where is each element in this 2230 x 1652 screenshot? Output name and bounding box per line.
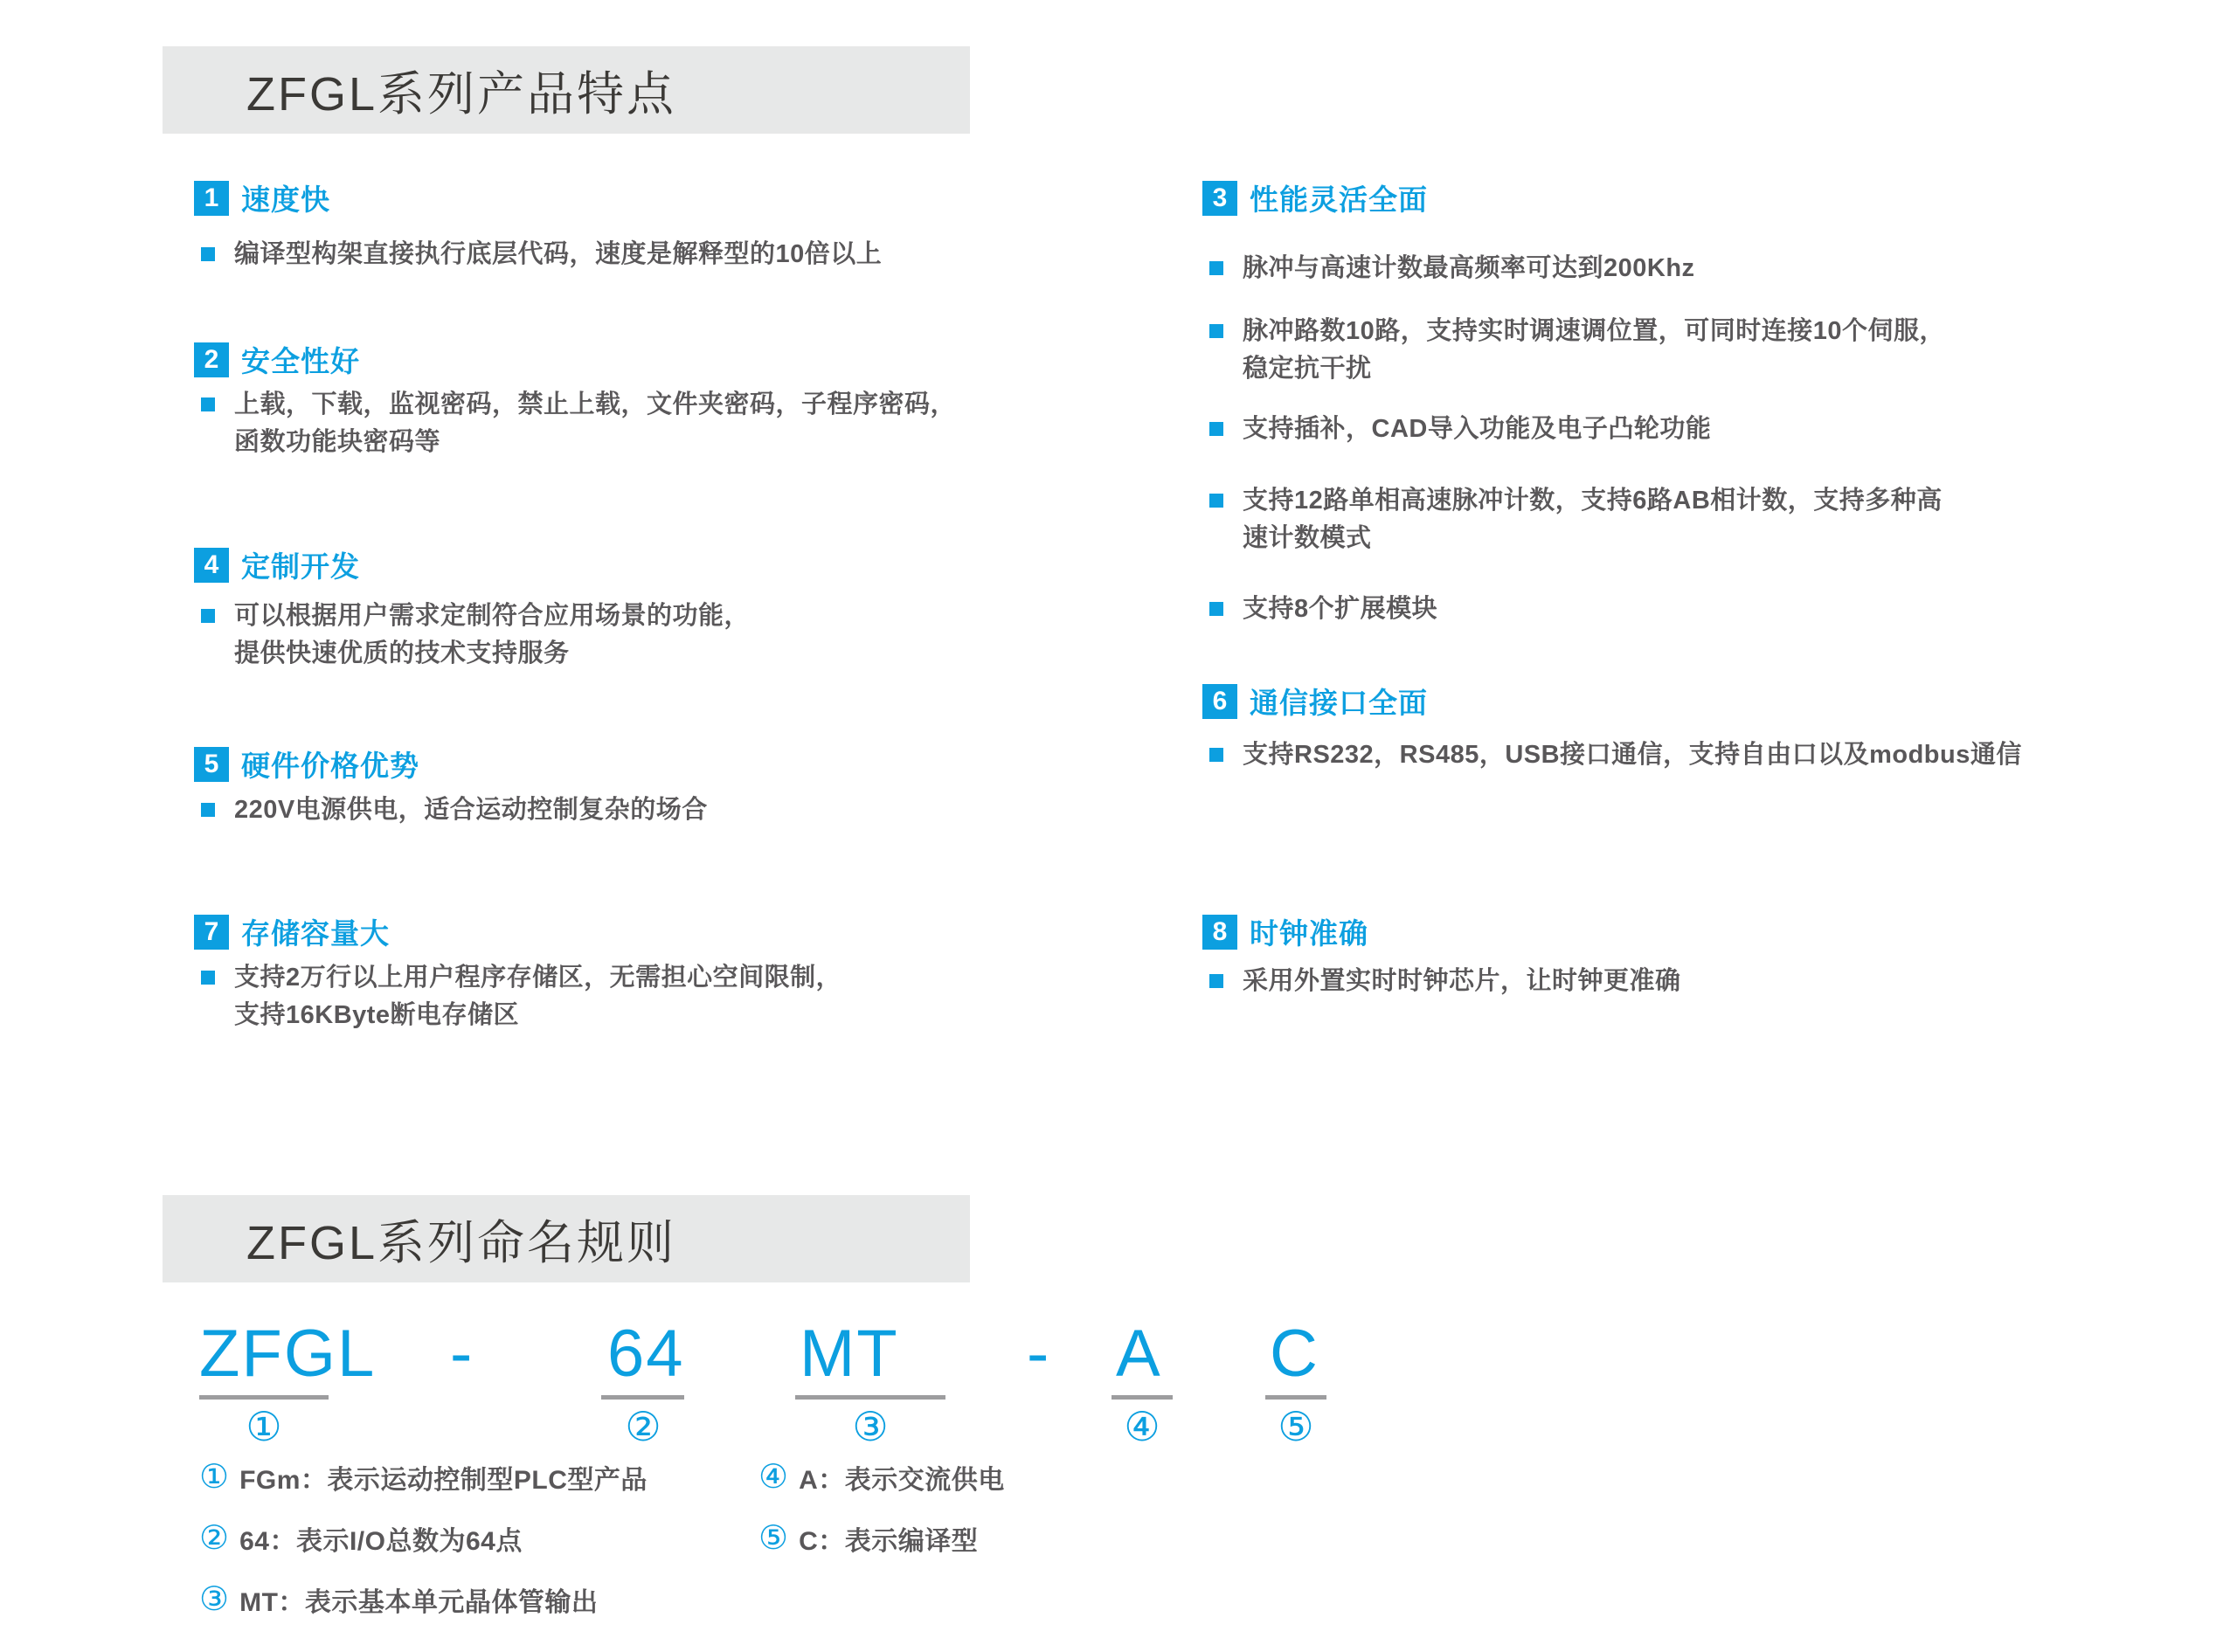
bullet-square-icon xyxy=(1209,261,1223,275)
legend-text-4: A：表示交流供电 xyxy=(799,1465,1005,1495)
feature-3-bullet-5 xyxy=(1209,591,1437,628)
feature-8-bullet-text xyxy=(1243,963,1681,1000)
bullet-square-icon xyxy=(201,609,215,623)
legend-mark-2: ② xyxy=(199,1520,230,1557)
feature-5 xyxy=(194,743,419,785)
feature-2-title: 安全性好 xyxy=(241,345,360,377)
feature-2-bullet xyxy=(201,386,956,461)
feature-8-bullet xyxy=(1209,963,1681,1000)
bullet-line: 支持12路单相高速脉冲计数，支持6路AB相计数，支持多种高 xyxy=(1243,487,1943,515)
legend-item-2 xyxy=(199,1518,523,1558)
feature-1 xyxy=(194,177,330,218)
circled-number-4: ④ xyxy=(1124,1404,1160,1449)
feature-3-number-badge: 3 xyxy=(1202,181,1237,216)
naming-section-title: ZFGL系列命名规则 xyxy=(246,1216,677,1269)
bullet-square-icon xyxy=(1209,494,1223,508)
model-segment-compile: C xyxy=(1270,1317,1319,1391)
legend-item-4 xyxy=(758,1457,1005,1496)
legend-mark-5: ⑤ xyxy=(758,1520,789,1557)
feature-8-title: 时钟准确 xyxy=(1250,917,1368,950)
model-underline-2 xyxy=(601,1395,684,1400)
bullet-square-icon xyxy=(1209,422,1223,436)
feature-3-bullet-1 xyxy=(1209,250,1695,287)
bullet-line: 脉冲路数10路，支持实时调速调位置，可同时连接10个伺服， xyxy=(1243,317,1946,345)
feature-3-bullet-2 xyxy=(1209,313,1945,388)
model-segment-output-type: MT xyxy=(800,1317,899,1391)
feature-7 xyxy=(194,911,390,952)
feature-6-bullet xyxy=(1209,736,2022,774)
feature-4-number-badge: 4 xyxy=(194,548,229,583)
circled-number-1: ① xyxy=(246,1404,282,1449)
legend-mark-4: ④ xyxy=(758,1459,789,1496)
feature-3-bullet-3-text xyxy=(1243,411,1711,448)
bullet-line: 220V电源供电，适合运动控制复杂的场合 xyxy=(234,796,708,824)
naming-section-header-bar xyxy=(163,1195,970,1282)
model-dash: - xyxy=(1027,1317,1051,1391)
feature-3-bullet-2-text xyxy=(1243,313,1945,388)
legend-text-2: 64：表示I/O总数为64点 xyxy=(239,1526,523,1556)
feature-4-bullet xyxy=(201,598,750,673)
feature-7-bullet-text xyxy=(234,959,841,1034)
model-underline-3 xyxy=(795,1395,945,1400)
model-segment-power: A xyxy=(1116,1317,1162,1391)
model-segment-series: ZFGL xyxy=(199,1317,377,1391)
feature-7-number-badge: 7 xyxy=(194,915,229,950)
feature-1-title: 速度快 xyxy=(241,183,330,216)
legend-text-3: MT：表示基本单元晶体管输出 xyxy=(239,1587,599,1617)
bullet-square-icon xyxy=(1209,974,1223,988)
legend-item-1 xyxy=(199,1457,648,1496)
feature-1-number-badge: 1 xyxy=(194,181,229,216)
model-underline-5 xyxy=(1265,1395,1326,1400)
bullet-line: 支持插补，CAD导入功能及电子凸轮功能 xyxy=(1243,415,1712,443)
features-section-title: ZFGL系列产品特点 xyxy=(246,67,677,121)
feature-6 xyxy=(1202,681,1428,722)
bullet-square-icon xyxy=(201,397,215,411)
feature-1-bullet xyxy=(201,236,882,273)
circled-number-3: ③ xyxy=(852,1404,889,1449)
feature-7-title: 存储容量大 xyxy=(241,917,390,950)
feature-5-bullet-text xyxy=(234,791,708,829)
bullet-line: 稳定抗干扰 xyxy=(1243,355,1372,383)
feature-3-bullet-4-text xyxy=(1243,482,1943,557)
bullet-line: 支持8个扩展模块 xyxy=(1243,595,1438,623)
bullet-line: 函数功能块密码等 xyxy=(234,428,441,456)
feature-8 xyxy=(1202,911,1368,952)
bullet-square-icon xyxy=(201,971,215,985)
feature-6-number-badge: 6 xyxy=(1202,684,1237,719)
feature-3-bullet-4 xyxy=(1209,482,1943,557)
bullet-line: 上载，下载，监视密码，禁止上载，文件夹密码，子程序密码， xyxy=(234,391,957,418)
bullet-line: 编译型构架直接执行底层代码，速度是解释型的10倍以上 xyxy=(234,240,883,268)
feature-3-title: 性能灵活全面 xyxy=(1250,183,1428,216)
bullet-square-icon xyxy=(201,247,215,261)
legend-text-5: C：表示编译型 xyxy=(799,1526,979,1556)
bullet-line: 支持2万行以上用户程序存储区，无需担心空间限制， xyxy=(234,964,842,992)
feature-2-number-badge: 2 xyxy=(194,342,229,377)
feature-4-bullet-text xyxy=(234,598,750,673)
circled-number-5: ⑤ xyxy=(1278,1404,1314,1449)
bullet-square-icon xyxy=(1209,602,1223,616)
model-underline-4 xyxy=(1112,1395,1173,1400)
feature-4-title: 定制开发 xyxy=(241,550,360,583)
legend-mark-1: ① xyxy=(199,1459,230,1496)
feature-1-bullet-text xyxy=(234,236,882,273)
bullet-line: 脉冲与高速计数最高频率可达到200Khz xyxy=(1243,254,1695,282)
feature-3-bullet-1-text xyxy=(1243,250,1695,287)
model-underline-1 xyxy=(199,1395,329,1400)
feature-5-bullet xyxy=(201,791,708,829)
bullet-square-icon xyxy=(201,803,215,817)
feature-2 xyxy=(194,339,360,380)
bullet-line: 采用外置实时时钟芯片，让时钟更准确 xyxy=(1243,967,1681,995)
bullet-square-icon xyxy=(1209,324,1223,338)
feature-5-number-badge: 5 xyxy=(194,747,229,782)
legend-item-5 xyxy=(758,1518,978,1558)
feature-2-bullet-text xyxy=(234,386,956,461)
feature-3 xyxy=(1202,177,1428,218)
bullet-line: 支持16KByte断电存储区 xyxy=(234,1001,520,1029)
feature-3-bullet-3 xyxy=(1209,411,1711,448)
circled-number-2: ② xyxy=(625,1404,661,1449)
bullet-square-icon xyxy=(1209,748,1223,762)
legend-mark-3: ③ xyxy=(199,1581,230,1618)
bullet-line: 支持RS232，RS485，USB接口通信，支持自由口以及modbus通信 xyxy=(1243,741,2022,769)
feature-4 xyxy=(194,544,360,585)
feature-6-bullet-text xyxy=(1243,736,2022,774)
feature-8-number-badge: 8 xyxy=(1202,915,1237,950)
model-dash: - xyxy=(450,1317,474,1391)
bullet-line: 可以根据用户需求定制符合应用场景的功能， xyxy=(234,602,751,630)
model-segment-io-count: 64 xyxy=(607,1317,685,1391)
feature-5-title: 硬件价格优势 xyxy=(241,750,419,782)
feature-6-title: 通信接口全面 xyxy=(1250,687,1428,719)
feature-3-bullet-5-text xyxy=(1243,591,1437,628)
feature-7-bullet xyxy=(201,959,841,1034)
legend-item-3 xyxy=(199,1579,598,1619)
bullet-line: 提供快速优质的技术支持服务 xyxy=(234,639,570,667)
features-section-header-bar xyxy=(163,46,970,134)
bullet-line: 速计数模式 xyxy=(1243,524,1372,552)
legend-text-1: FGm：表示运动控制型PLC型产品 xyxy=(239,1465,648,1495)
